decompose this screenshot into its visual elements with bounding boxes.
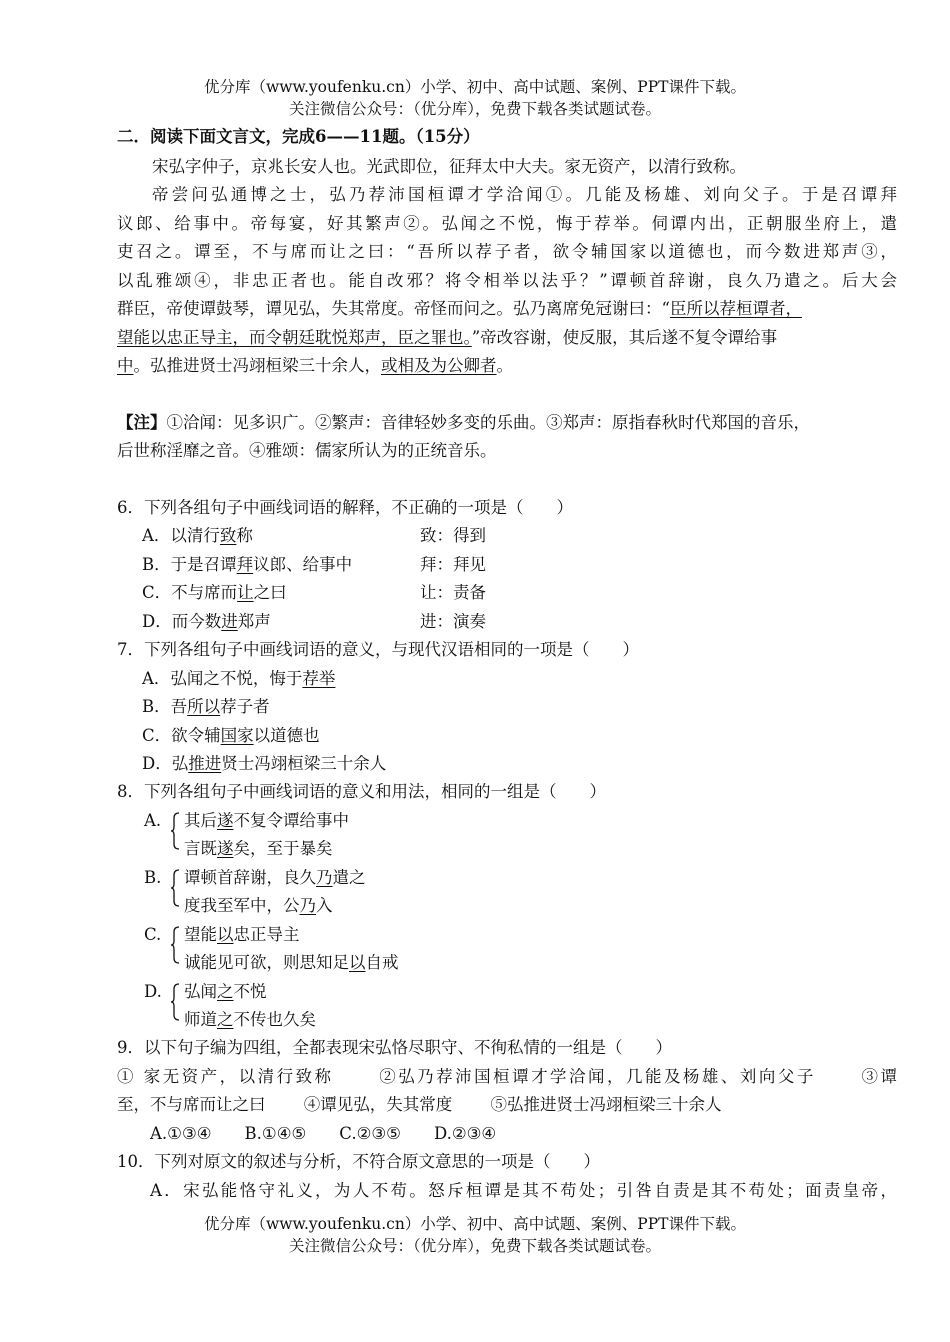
q8-a-s2-post: 矣，至于暴矣 — [233, 839, 333, 858]
q8-option-a-letter: A. — [144, 811, 162, 830]
q7-option-c — [142, 725, 320, 747]
passage-line7 — [117, 355, 513, 377]
q9-items-line2: 至，不与席而让之曰 ④谭见弘，失其常度 ⑤弘推进贤士冯翊桓梁三十余人 — [117, 1095, 722, 1114]
q6-option-d — [142, 611, 271, 633]
passage-para1: 宋弘字仲子，京兆长安人也。光武即位，征拜太中大夫。家无资产，以清行致称。 — [152, 157, 746, 176]
q8-c-s1-post: 忠正导主 — [233, 925, 300, 944]
q7-c-pre: C．欲令辅 — [142, 726, 221, 745]
q8-c-s2-underlined: 以 — [349, 953, 366, 972]
q7-b-post: 荐子者 — [220, 697, 270, 716]
passage-line6 — [117, 327, 777, 349]
q8-a-s1-post: 不复令谭给事中 — [233, 811, 349, 830]
underlined-phrase: 中 — [117, 356, 134, 375]
q6-option-a — [142, 525, 253, 547]
q6-d-underlined: 进 — [221, 612, 238, 631]
page-footer-line2: 关注微信公众号：（优分库），免费下载各类试题试卷。 — [288, 1237, 661, 1255]
q8-d-s2-post: 不传也久矣 — [233, 1010, 316, 1029]
q7-d-post: 贤士冯翊桓梁三十余人 — [221, 754, 387, 773]
q8-stem: 8．下列各组句子中画线词语的意义和用法，相同的一组是（ ） — [117, 782, 606, 801]
q6-d-pre: D．而今数 — [142, 612, 222, 631]
q8-d-s1-pre: 弘闻 — [184, 982, 217, 1001]
brace-icon — [170, 983, 180, 1021]
q8-b-s2-underlined: 乃 — [299, 896, 316, 915]
q7-c-post: 以道德也 — [253, 726, 320, 745]
q6-option-c — [142, 582, 287, 604]
q8-c-s1-pre: 望能 — [184, 925, 217, 944]
q8-b-sentence1 — [184, 867, 366, 889]
q10-stem: 10．下列对原文的叙述与分析，不符合原文意思的一项是（ ） — [117, 1152, 600, 1171]
q7-d-pre: D．弘 — [142, 754, 189, 773]
q8-b-s2-post: 入 — [316, 896, 333, 915]
passage-line1: 帝尝问弘通博之士，弘乃荐沛国桓谭才学洽闻①。几能及杨雄、刘向父子。于是召谭拜 — [152, 185, 897, 204]
q6-c-pre: C．不与席而 — [142, 583, 238, 602]
q8-a-s2-pre: 言既 — [184, 839, 217, 858]
q7-stem: 7．下列各组句子中画线词语的意义，与现代汉语相同的一项是（ ） — [117, 640, 639, 659]
q8-c-sentence2 — [184, 952, 399, 974]
underlined-phrase: 望能以忠正导主，而令朝廷耽悦郑声，臣之罪也。 — [117, 328, 472, 347]
q6-a-post: 称 — [236, 526, 253, 545]
q10-option-a: A．宋弘能恪守礼义，为人不苟。怒斥桓谭是其不苟处；引咎自责是其不苟处；面责皇帝， — [150, 1181, 897, 1200]
q8-d-sentence2 — [184, 1009, 316, 1031]
q7-option-d — [142, 753, 386, 775]
q6-c-underlined: 让 — [237, 583, 254, 602]
q6-b-pre: B．于是召谭 — [142, 555, 237, 574]
q8-c-sentence1 — [184, 924, 300, 946]
q8-a-sentence2 — [184, 838, 333, 860]
passage-line7-text: 。弘推进贤士冯翊桓梁三十余人， — [133, 356, 381, 375]
q7-option-a — [142, 668, 335, 690]
q6-stem: 6．下列各组句子中画线词语的解释，不正确的一项是（ ） — [117, 498, 573, 517]
q8-a-s1-underlined: 遂 — [217, 811, 234, 830]
q6-b-post: 议郎、给事中 — [253, 555, 353, 574]
q8-c-s1-underlined: 以 — [217, 925, 234, 944]
q8-a-s1-pre: 其后 — [184, 811, 217, 830]
q7-b-pre: B．吾 — [142, 697, 188, 716]
q6-d-post: 郑声 — [237, 612, 271, 631]
notes-line2: 后世称淫靡之音。④雅颂：儒家所认为的正统音乐。 — [117, 441, 497, 460]
q9-items-line1: ① 家无资产，以清行致称 ②弘乃荐沛国桓谭才学洽闻，几能及杨雄、刘向父子 ③谭 — [117, 1067, 897, 1086]
q6-a-pre: A．以清行 — [142, 526, 220, 545]
q6-c-post: 之曰 — [253, 583, 287, 602]
notes-label: 【注】 — [117, 413, 167, 432]
q8-d-s2-pre: 师道 — [184, 1010, 217, 1029]
underlined-phrase: 或相及为公卿者 — [381, 356, 497, 375]
brace-icon — [170, 869, 180, 907]
q8-d-s1-underlined: 之 — [217, 982, 234, 1001]
notes-line1 — [117, 412, 810, 434]
page-footer-line1: 优分库（www.youfenku.cn）小学、初中、高中试题、案例、PPT课件下载。 — [203, 1215, 747, 1233]
passage-line2: 议郎、给事中。帝每宴，好其繁声②。弘闻之不悦，悔于荐举。伺谭内出，正朝服坐府上，遣 — [117, 214, 897, 233]
q6-option-a-gloss: 致：得到 — [420, 526, 486, 545]
q6-a-underlined: 致 — [219, 526, 237, 545]
q8-c-s2-post: 自戒 — [365, 953, 399, 972]
q8-option-b-letter: B. — [144, 868, 162, 887]
q7-b-underlined: 所以 — [187, 697, 221, 716]
section-title: 二．阅读下面文言文，完成6——11题。（15分） — [117, 127, 480, 146]
passage-line5-text: 群臣，帝使谭鼓琴，谭见弘，失其常度。帝怪而问之。弘乃离席免冠谢曰：“ — [117, 299, 670, 318]
q9-choices: A.①③④ B.①④⑤ C.②③⑤ D.②③④ — [150, 1124, 497, 1143]
passage-line6-text: ”帝改容谢，使反服，其后遂不复令谭给事 — [471, 328, 778, 347]
passage-line5 — [117, 298, 802, 320]
page-header-line2: 关注微信公众号：（优分库），免费下载各类试题试卷。 — [288, 100, 661, 118]
passage-line7-end: 。 — [496, 356, 513, 375]
page-header-line1: 优分库（www.youfenku.cn）小学、初中、高中试题、案例、PPT课件下载。 — [203, 78, 747, 96]
q9-stem: 9．以下句子编为四组，全都表现宋弘恪尽职守、不徇私情的一组是（ ） — [117, 1038, 672, 1057]
underlined-phrase: 臣所以荐桓谭者， — [669, 299, 802, 318]
brace-icon — [170, 812, 180, 850]
q8-d-s1-post: 不悦 — [233, 982, 267, 1001]
q8-option-d-letter: D. — [144, 982, 162, 1001]
q8-d-s2-underlined: 之 — [217, 1010, 234, 1029]
q8-b-s2-pre: 度我至军中，公 — [184, 896, 300, 915]
q6-option-b — [142, 554, 352, 576]
q8-option-c-letter: C. — [144, 925, 162, 944]
q7-c-underlined: 国家 — [220, 726, 254, 745]
q6-option-d-gloss: 进：演奏 — [420, 612, 486, 631]
q6-option-b-gloss: 拜：拜见 — [420, 555, 486, 574]
q7-option-b — [142, 696, 270, 718]
q8-b-sentence2 — [184, 895, 333, 917]
q8-d-sentence1 — [184, 981, 267, 1003]
q7-d-underlined: 推进 — [188, 754, 222, 773]
q7-a-pre: A．弘闻之不悦，悔于 — [142, 669, 303, 688]
q7-a-underlined: 荐举 — [302, 669, 336, 688]
q6-b-underlined: 拜 — [236, 555, 254, 574]
q8-b-s1-post: 遣之 — [332, 868, 366, 887]
q6-option-c-gloss: 让：责备 — [420, 583, 486, 602]
q8-b-s1-pre: 谭顿首辞谢，良久 — [184, 868, 316, 887]
notes-text1: ①洽闻：见多识广。②繁声：音律轻妙多变的乐曲。③郑声：原指春秋时代郑国的音乐， — [166, 413, 810, 432]
passage-line4: 以乱雅颂④，非忠正者也。能自改邪？将令相举以法乎？”谭顿首辞谢，良久乃遣之。后大会 — [117, 271, 897, 290]
brace-icon — [170, 926, 180, 964]
q8-b-s1-underlined: 乃 — [316, 868, 333, 887]
q8-a-s2-underlined: 遂 — [217, 839, 234, 858]
q8-c-s2-pre: 诚能见可欲，则思知足 — [184, 953, 349, 972]
q8-a-sentence1 — [184, 810, 349, 832]
passage-line3: 吏召之。谭至，不与席而让之曰：“吾所以荐子者，欲令辅国家以道德也，而今数进郑声③， — [117, 242, 897, 261]
